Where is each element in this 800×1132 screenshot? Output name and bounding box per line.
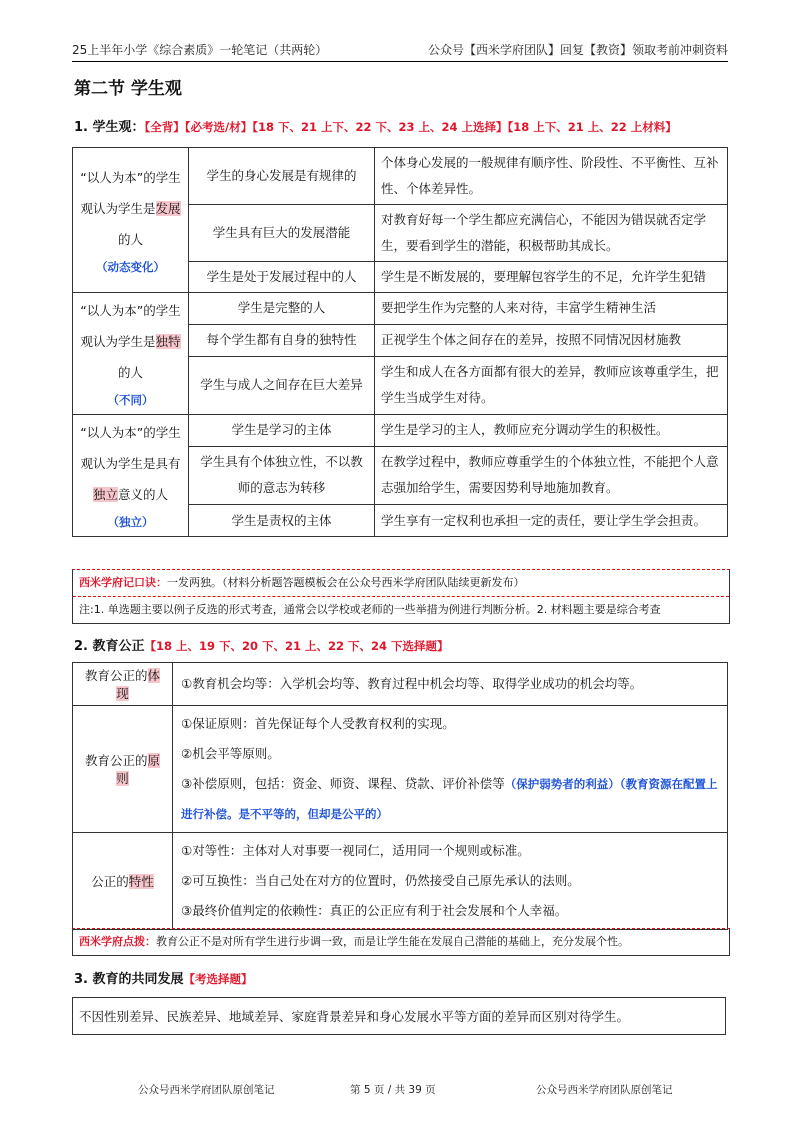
point-cell: 学生与成人之间存在巨大差异 [189,356,375,414]
exam-note-text: 注:1. 单选题主要以例子反选的形式考查，通常会以学校或老师的一些举措为例进行判断分析。2. 材料题主要是综合考查 [79,603,661,616]
row-content: ①对等性：主体对人对事要一视同仁，适用同一个规则或标准。 ②可互换性：当自己处在对方的位置时，仍然接受自己原先承认的法则。 ③最终价值判定的依赖性：真正的公正应有利于社会发展和个人幸福。 [173,833,728,930]
mnemonic-note-box [72,569,730,624]
description-cell: 正视学生个体之间存在的差异，按照不同情况因材施教 [375,324,728,356]
mnemonic-line [73,570,729,596]
row-content: ①保证原则：首先保证每个人受教育权利的实现。 ②机会平等原则。 ③补偿原则，包括：资金、师资、课程、贷款、评价补偿等（保护弱势者的利益）（教育资源在配置上进行补偿。是不平等的，但却是公平的） [173,706,728,833]
tip-line [73,929,729,955]
heading-education-justice [74,635,449,654]
description-cell: 学生是不断发展的，要理解包容学生的不足，允许学生犯错 [375,262,728,293]
footer-left: 公众号西米学府团队原创笔记 [138,1084,275,1096]
page-number: 第 5 页 / 共 39 页 [350,1084,436,1096]
exam-tags: 【考选择题】 [183,972,253,986]
exam-note-line [73,596,729,623]
group-sublabel: （不同） [107,393,154,407]
point-cell: 学生具有个体独立性，不以教师的意志为转移 [189,446,375,504]
education-justice-table [72,662,728,930]
description-cell: 对教育好每一个学生都应充满信心，不能因为错误就否定学生，要看到学生的潜能，积极帮助其成长。 [375,205,728,262]
tip-text: 教育公正不是对所有学生进行步调一致，而是让学生能在发展自己潜能的基础上，充分发展个性。 [156,935,629,948]
tip-label: 西米学府点拨： [79,935,156,948]
exam-tags: 【全背】【必考选/材】【18 下、21 上下、22 下、23 上、24 上选择】【18 上下、21 上、22 上材料】 [144,120,677,134]
heading-prefix: 2. 教育公正 [74,639,145,654]
group-label: “以人为本”的学生观认为学生是具有独立意义的人 （独立） [73,415,189,537]
group-label: “以人为本”的学生观认为学生是发展的人 （动态变化） [73,148,189,293]
point-cell: 学生是责权的主体 [189,505,375,537]
point-cell: 每个学生都有自身的独特性 [189,324,375,356]
mnemonic-label: 西米学府记口诀： [79,576,167,589]
heading-student-view [74,116,677,135]
table-row [73,833,728,930]
table-row [73,293,728,325]
section-title: 第二节 学生观 [74,79,182,99]
group-sublabel: （动态变化） [96,259,165,274]
row-label: 公正的特性 [73,833,173,930]
group-label: “以人为本”的学生观认为学生是独特的人 （不同） [73,293,189,415]
group-sublabel: （独立） [107,515,154,529]
point-cell: 学生是处于发展过程中的人 [189,262,375,293]
footer-right: 公众号西米学府团队原创笔记 [536,1084,673,1096]
table-row [73,663,728,706]
student-view-table [72,147,728,537]
heading-prefix: 1. 学生观： [74,120,145,135]
table-row [73,148,728,205]
point-cell: 学生是学习的主体 [189,415,375,447]
exam-tags: 【18 上、19 下、20 下、21 上、22 下、24 下选择题】 [144,639,449,653]
table-row [73,706,728,833]
description-cell: 要把学生作为完整的人来对待，丰富学生精神生活 [375,293,728,325]
point-cell: 学生的身心发展是有规律的 [189,148,375,205]
point-cell: 学生具有巨大的发展潜能 [189,205,375,262]
description-cell: 在教学过程中，教师应尊重学生的个体独立性，不能把个人意志强加给学生，需要因势利导地施加教育。 [375,446,728,504]
description-cell: 学生和成人在各方面都有很大的差异，教师应该尊重学生，把学生当成学生对待。 [375,356,728,414]
description-cell: 个体身心发展的一般规律有顺序性、阶段性、不平衡性、互补性、个体差异性。 [375,148,728,205]
heading-common-development [74,968,253,987]
heading-prefix: 3. 教育的共同发展 [74,972,184,987]
tip-note-box [72,928,730,956]
header-left: 25上半年小学《综合素质》一轮笔记（共两轮） [72,43,328,57]
row-content: ①教育机会均等：入学机会均等、教育过程中机会均等、取得学业成功的机会均等。 [173,663,728,706]
common-development-box: 不因性别差异、民族差异、地域差异、家庭背景差异和身心发展水平等方面的差异而区别对待学生。 [72,997,726,1035]
description-cell: 学生享有一定权利也承担一定的责任，要让学生学会担责。 [375,505,728,537]
row-label: 教育公正的原则 [73,706,173,833]
point-cell: 学生是完整的人 [189,293,375,325]
description-cell: 学生是学习的主人，教师应充分调动学生的积极性。 [375,415,728,447]
table-row [73,415,728,447]
page-header [72,36,728,62]
mnemonic-text: 一发两独。（材料分析题答题模板会在公众号西米学府团队陆续更新发布） [167,576,525,589]
row-label: 教育公正的体现 [73,663,173,706]
header-right: 公众号【西米学府团队】回复【教资】领取考前冲刺资料 [427,43,728,57]
